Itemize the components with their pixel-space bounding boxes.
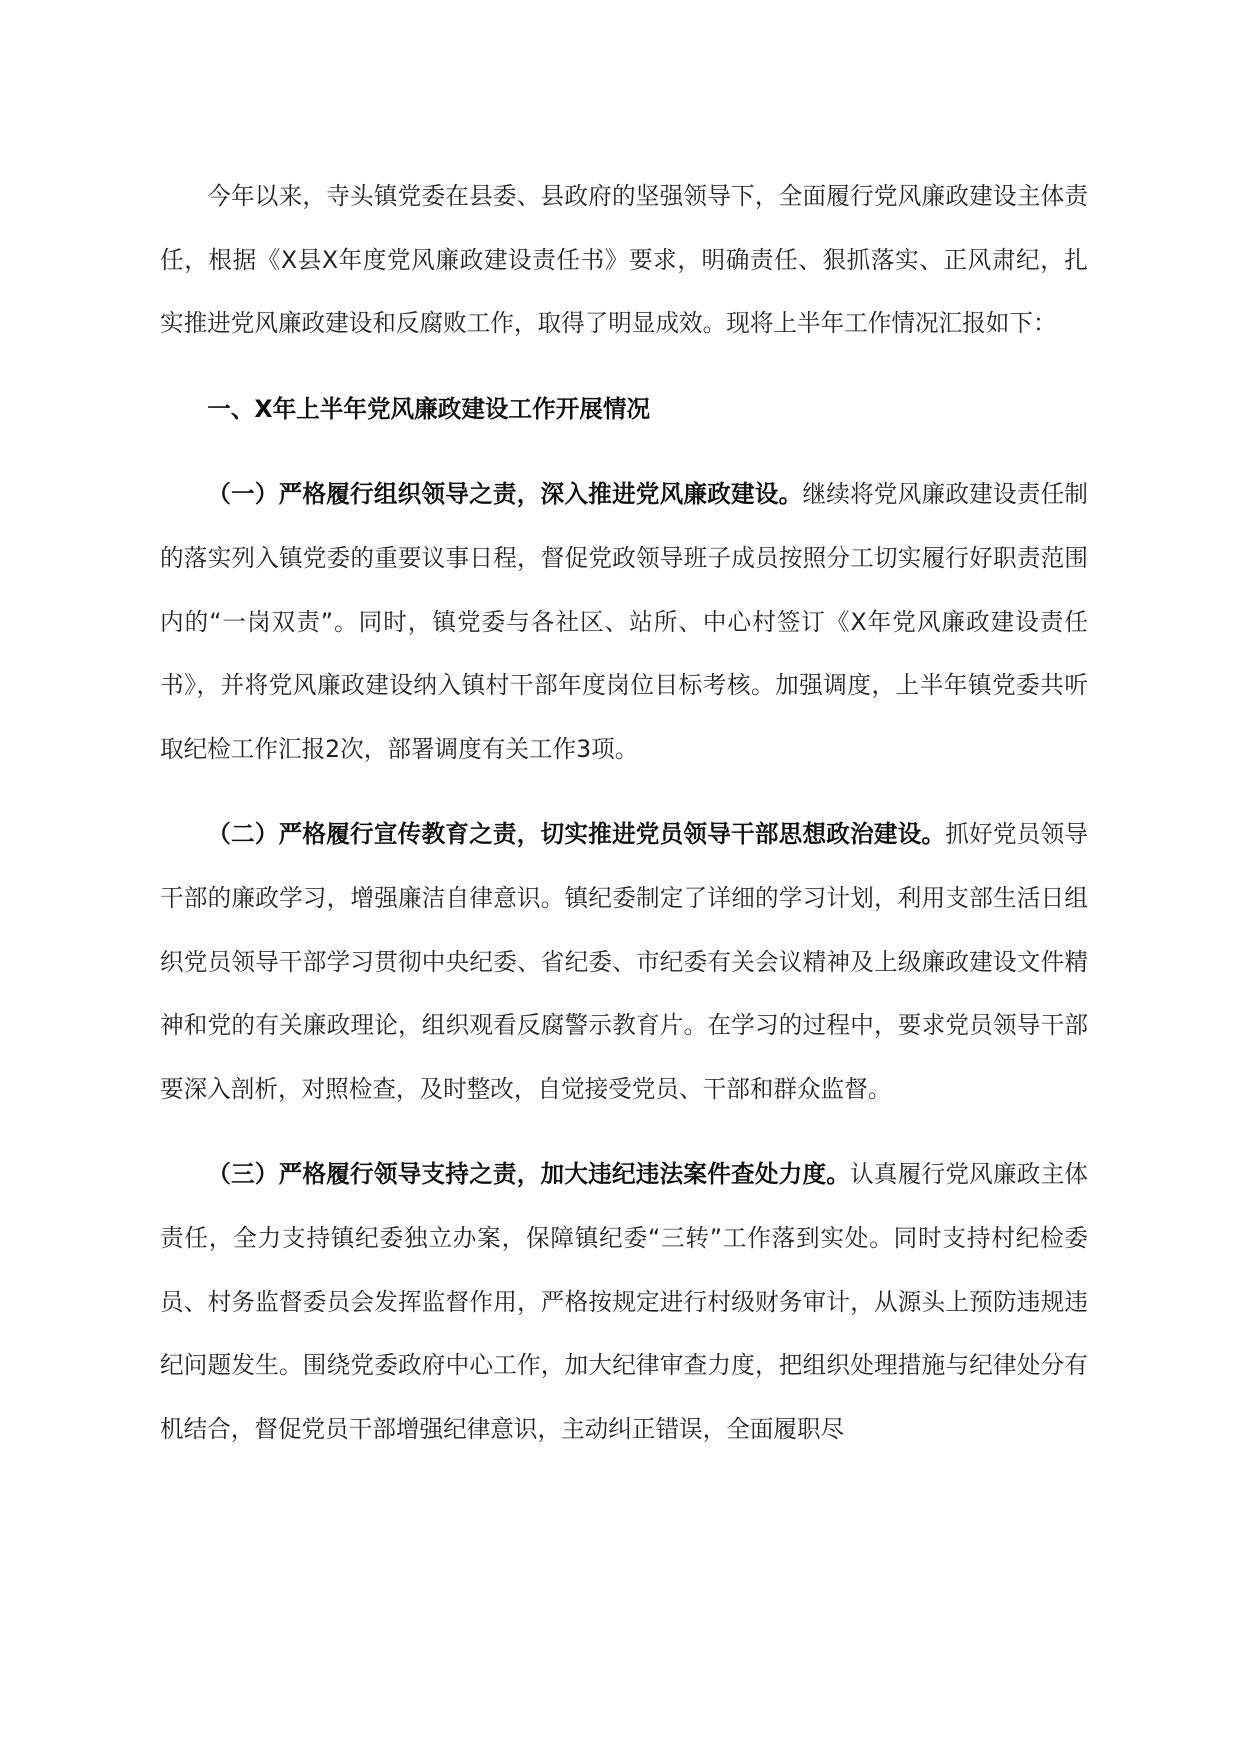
item-paragraph-1 <box>160 463 1088 781</box>
item-body-1: 继续将党风廉政建设责任制的落实列入镇党委的重要议事日程，督促党政领导班子成员按照分工切实履行好职责范围内的“一岗双责”。同时，镇党委与各社区、站所、中心村签订《X年党风廉政建设责任书》，并将党风廉政建设纳入镇村干部年度岗位目标考核。加强调度，上半年镇党委共听取纪检工作汇报2次，部署调度有关工作3项。 <box>160 480 1089 763</box>
item-lead-3: （三）严格履行领导支持之责，加大违纪违法案件查处力度。 <box>207 1160 851 1189</box>
item-body-3: 认真履行党风廉政主体责任，全力支持镇纪委独立办案，保障镇纪委“三转”工作落到实处。同时支持村纪检委员、村务监督委员会发挥监督作用，严格按规定进行村级财务审计，从源头上预防违规违纪问题发生。围绕党委政府中心工作，加大纪律审查力度，把组织处理措施与纪律处分有机结合，督促党员干部增强纪律意识，主动纠正错误，全面履职尽 <box>160 1160 1089 1443</box>
item-body-2: 抓好党员领导干部的廉政学习，增强廉洁自律意识。镇纪委制定了详细的学习计划，利用支部生活日组织党员领导干部学习贯彻中央纪委、省纪委、市纪委有关会议精神及上级廉政建设文件精神和党的有关廉政理论，组织观看反腐警示教育片。在学习的过程中，要求党员领导干部要深入剖析，对照检查，及时整改，自觉接受党员、干部和群众监督。 <box>160 820 1089 1103</box>
item-lead-1: （一）严格履行组织领导之责，深入推进党风廉政建设。 <box>207 480 803 509</box>
document-body <box>160 165 1088 1461</box>
section-heading <box>160 378 1088 442</box>
item-lead-2: （二）严格履行宣传教育之责，切实推进党员领导干部思想政治建设。 <box>207 820 946 849</box>
section-heading-text: 一、X年上半年党风廉政建设工作开展情况 <box>207 394 651 423</box>
intro-paragraph <box>160 165 1088 356</box>
item-paragraph-2 <box>160 803 1088 1121</box>
intro-text: 今年以来，寺头镇党委在县委、县政府的坚强领导下，全面履行党风廉政建设主体责任，根据《X县X年度党风廉政建设责任书》要求，明确责任、狠抓落实、正风肃纪，扎实推进党风廉政建设和反腐败工作，取得了明显成效。现将上半年工作情况汇报如下： <box>160 182 1088 338</box>
item-paragraph-3 <box>160 1143 1088 1461</box>
